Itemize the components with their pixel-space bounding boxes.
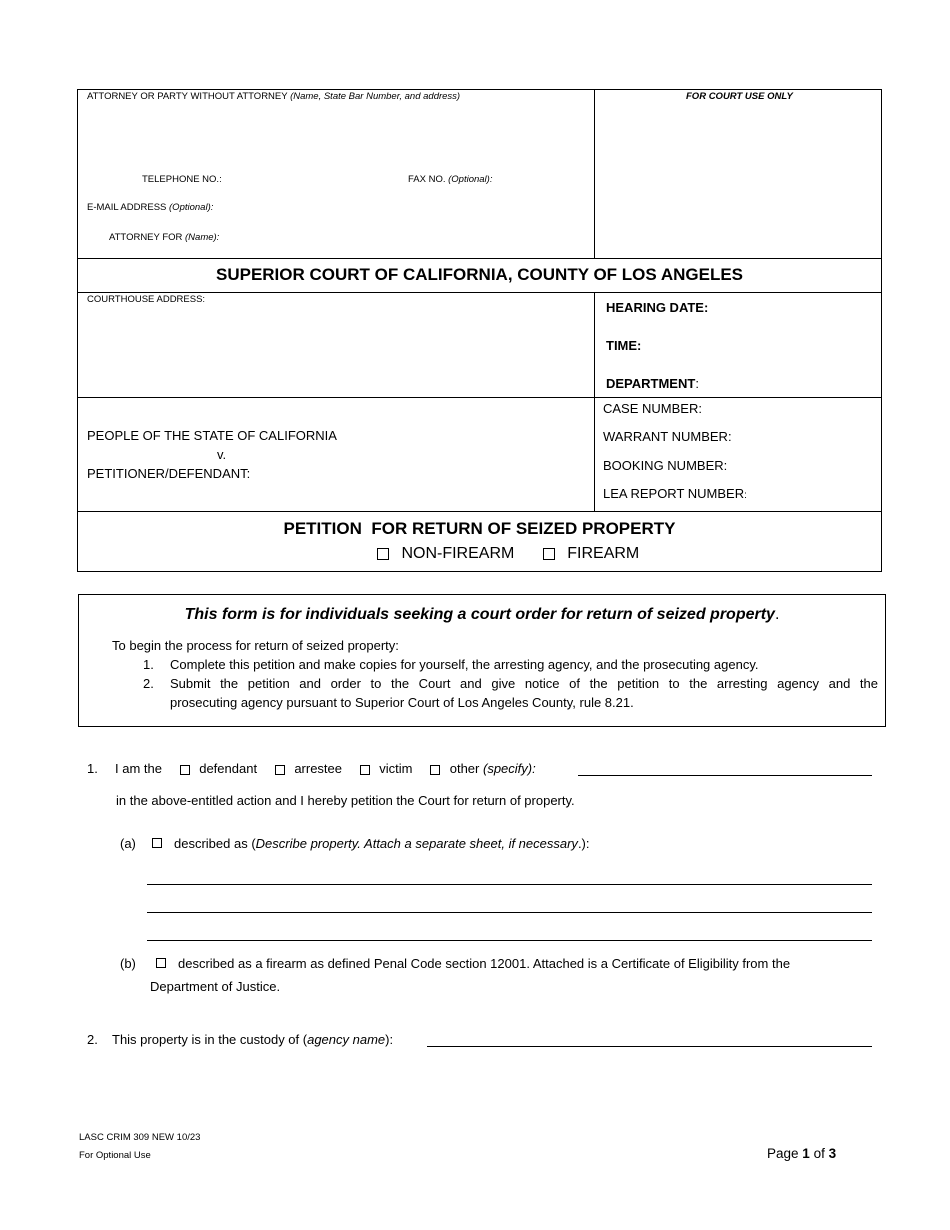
department-label: DEPARTMENT: (606, 376, 699, 391)
item2-number: 2. (87, 1032, 98, 1047)
other-checkbox[interactable] (430, 765, 440, 775)
telephone-label: TELEPHONE NO.: (142, 174, 222, 185)
item1b-text-line2: Department of Justice. (150, 979, 281, 994)
item1a-checkbox[interactable] (152, 838, 162, 848)
email-label: E-MAIL ADDRESS (Optional): (87, 202, 214, 213)
property-type-options (377, 545, 639, 563)
versus-label: v. (217, 447, 227, 462)
custody-agency-field[interactable] (427, 1046, 872, 1047)
other-specify-field[interactable] (578, 775, 872, 776)
item1-continuation: in the above-entitled action and I hereby petition the Court for return of property. (116, 793, 575, 808)
warrant-number-label: WARRANT NUMBER: (603, 429, 732, 444)
caption-box (77, 89, 882, 572)
notice-intro: To begin the process for return of seized property: (112, 638, 399, 653)
optional-use-label: For Optional Use (79, 1150, 151, 1161)
attorney-for-label: ATTORNEY FOR (Name): (109, 232, 220, 243)
victim-checkbox[interactable] (360, 765, 370, 775)
lea-report-label: LEA REPORT NUMBER: (603, 486, 747, 501)
time-label: TIME: (606, 338, 642, 353)
non-firearm-checkbox[interactable] (377, 548, 389, 560)
item1a-text: described as (Describe property. Attach a separate sheet, if necessary.): (174, 836, 590, 851)
firearm-checkbox[interactable] (543, 548, 555, 560)
notice-step1: Complete this petition and make copies for yourself, the arresting agency, and the prosecuting agency. (170, 657, 759, 672)
item1-number: 1. (87, 761, 98, 776)
court-use-label: FOR COURT USE ONLY (686, 91, 793, 102)
form-id: LASC CRIM 309 NEW 10/23 (79, 1132, 201, 1143)
notice-step2-num: 2. (143, 676, 154, 691)
firearm-label: FIREARM (567, 545, 640, 562)
attorney-label: ATTORNEY OR PARTY WITHOUT ATTORNEY (Name, State Bar Number, and address) (87, 91, 461, 102)
property-description-line-1[interactable] (147, 884, 872, 885)
property-description-line-3[interactable] (147, 940, 872, 941)
fax-label: FAX NO. (Optional): (408, 174, 493, 185)
page-indicator: Page 1 of 3 (767, 1146, 837, 1161)
people-label: PEOPLE OF THE STATE OF CALIFORNIA (87, 428, 337, 443)
hearing-date-label: HEARING DATE: (606, 300, 709, 315)
court-name: SUPERIOR COURT OF CALIFORNIA, COUNTY OF LOS ANGELES (215, 265, 744, 284)
item1-role-options: I am the defendant arrestee victim other (specify): (115, 761, 536, 776)
case-number-label: CASE NUMBER: (603, 401, 702, 416)
arrestee-checkbox[interactable] (275, 765, 285, 775)
item1b-label: (b) (120, 956, 136, 971)
booking-number-label: BOOKING NUMBER: (603, 458, 728, 473)
notice-step2-line2: prosecuting agency pursuant to Superior Court of Los Angeles County, rule 8.21. (170, 695, 634, 710)
item1b-checkbox[interactable] (156, 958, 166, 968)
non-firearm-label: NON-FIREARM (401, 545, 515, 562)
property-description-line-2[interactable] (147, 912, 872, 913)
caption-divider (594, 89, 595, 258)
notice-step1-num: 1. (143, 657, 154, 672)
form-title: PETITION FOR RETURN OF SEIZED PROPERTY (283, 519, 676, 538)
notice-heading: This form is for individuals seeking a court order for return of seized property. (184, 606, 780, 623)
item1a-label: (a) (120, 836, 136, 851)
notice-step2-line1: Submit the petition and order to the Court and give notice of the petition to the arresting agency and the (170, 676, 878, 691)
item1b-text-line1: described as a firearm as defined Penal Code section 12001. Attached is a Certificate of Eligibility from the (178, 956, 791, 971)
item2-text: This property is in the custody of (agency name): (112, 1032, 394, 1047)
courthouse-address-label: COURTHOUSE ADDRESS: (87, 294, 206, 305)
defendant-checkbox[interactable] (180, 765, 190, 775)
petitioner-label: PETITIONER/DEFENDANT: (87, 466, 251, 481)
